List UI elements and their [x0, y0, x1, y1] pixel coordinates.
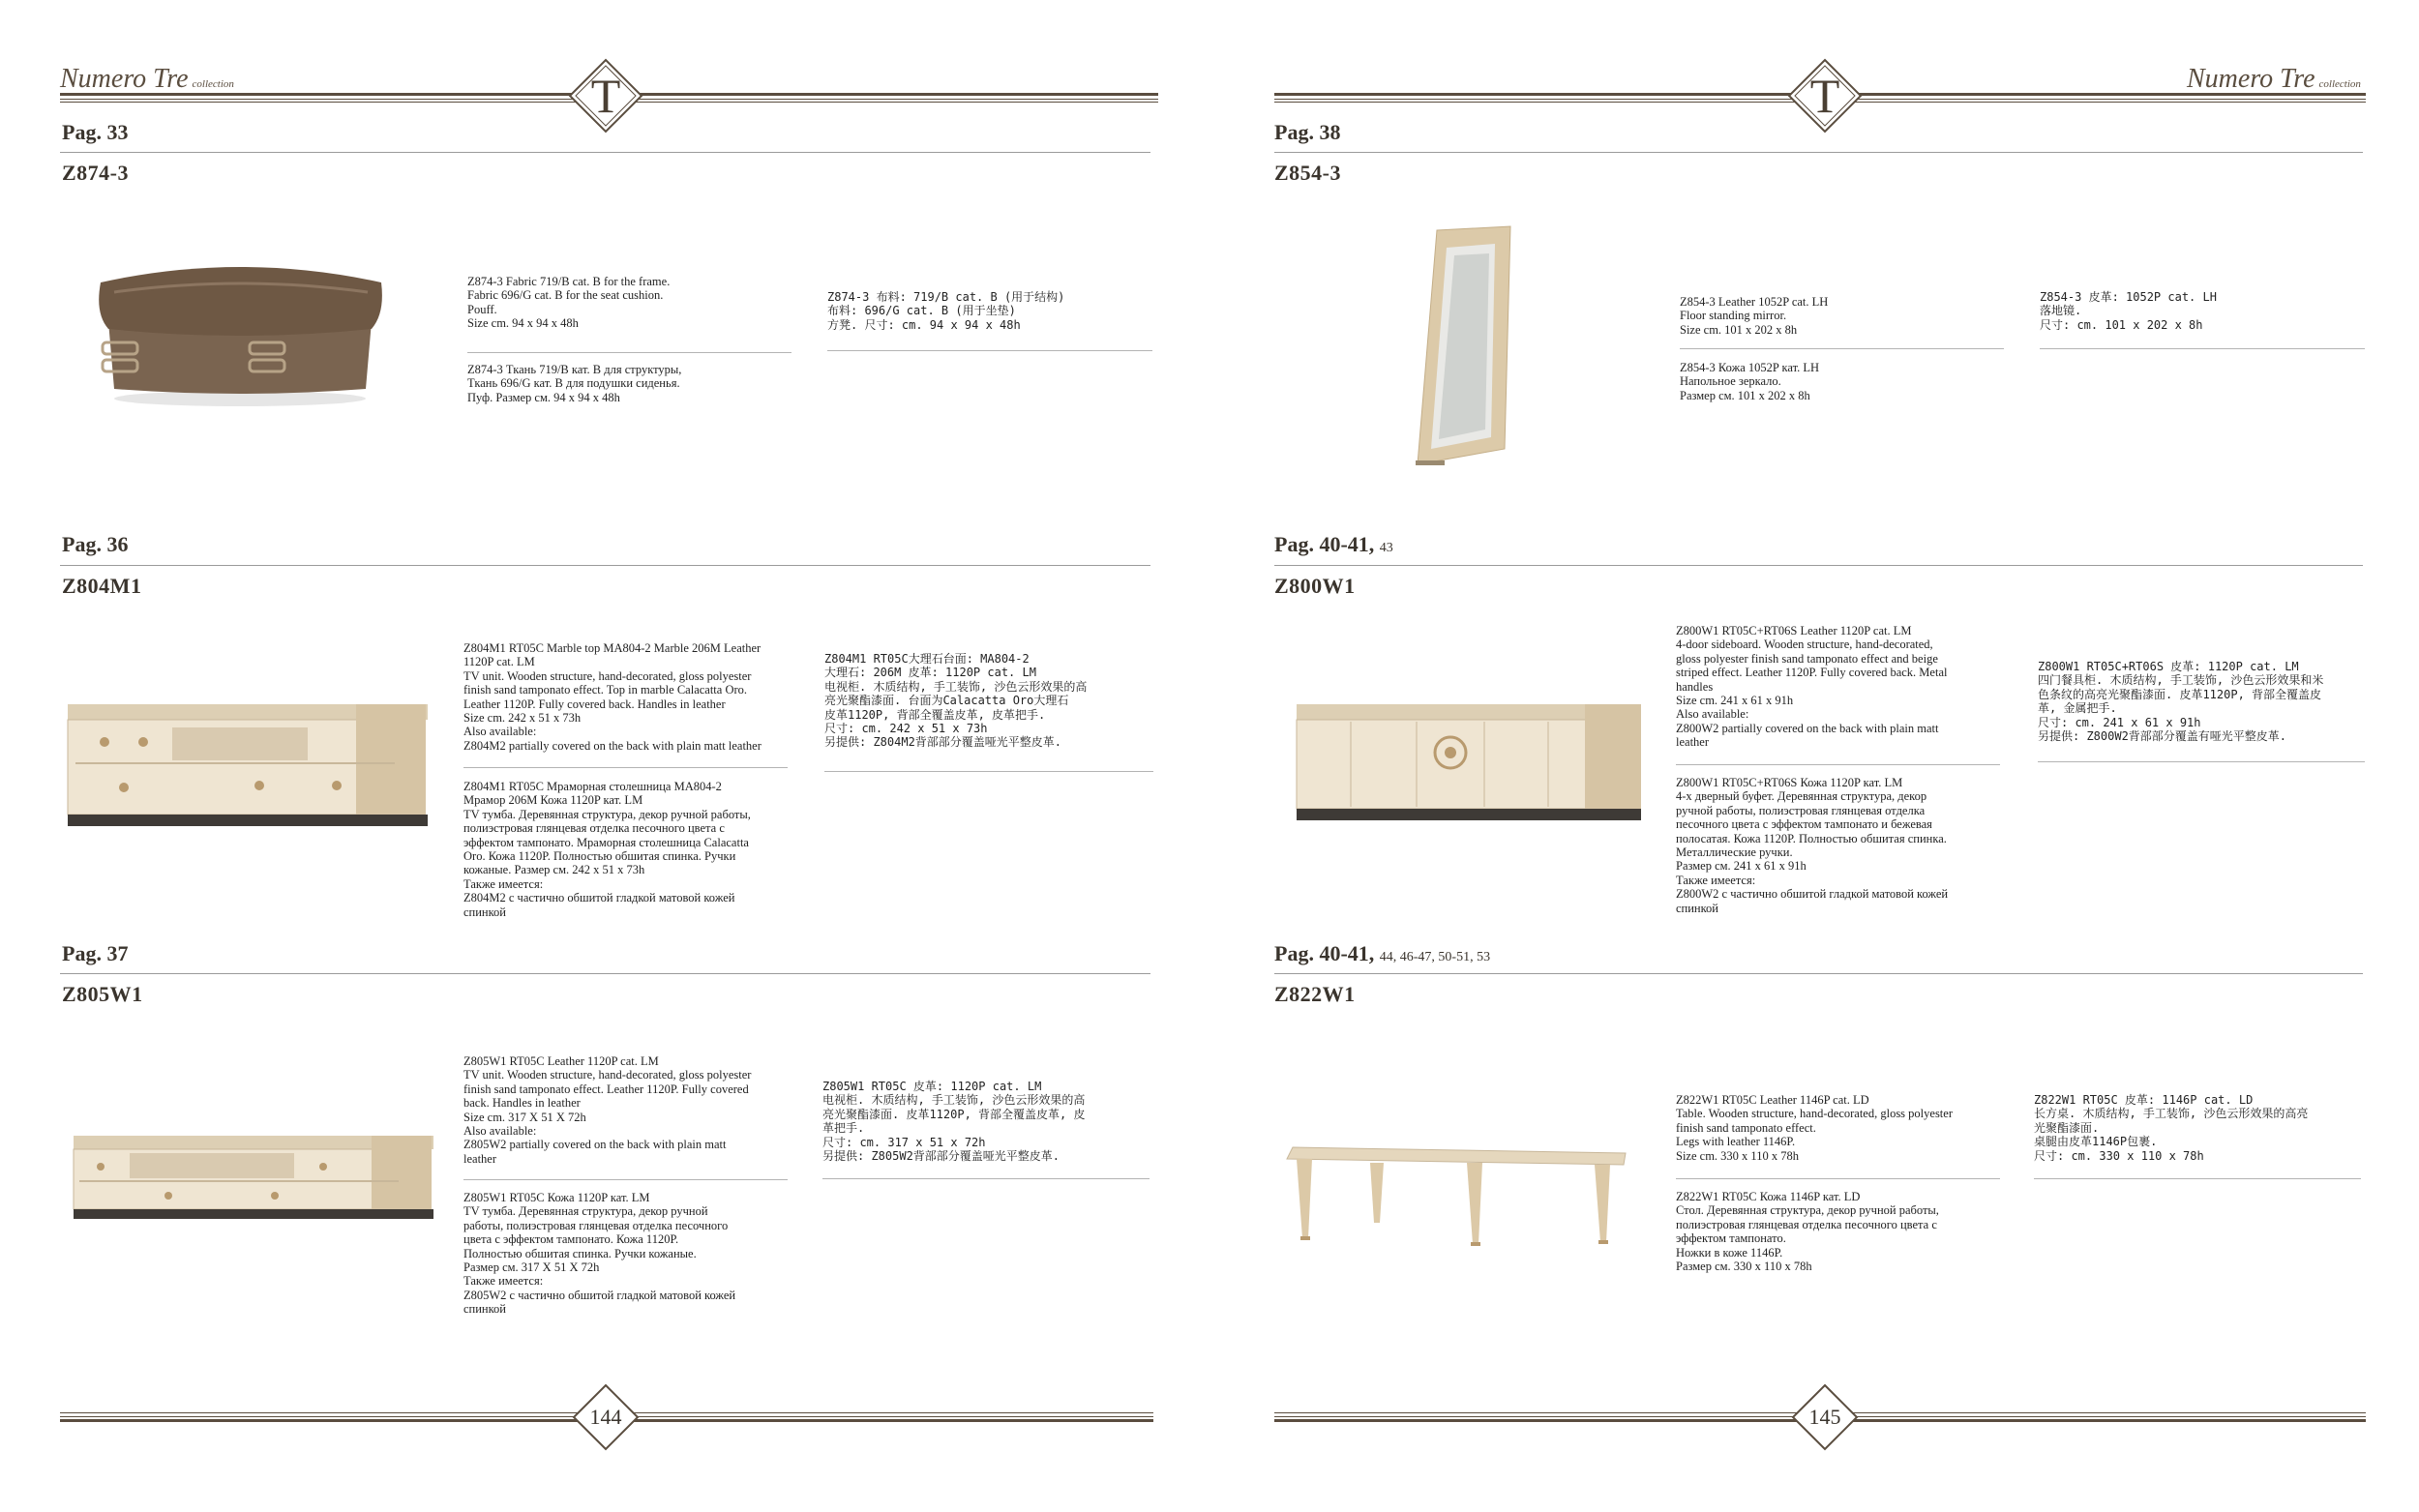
description-ru: Z822W1 RT05C Кожа 1146P кат. LD Стол. Деревянная структура, декор ручной работы, полиэстровая глянцевая отделка песочного цвета с эффектом тампонато. Ножки в коже 1146P. Размер см. 330 x 110 x 78h [1676, 1190, 1939, 1274]
description-zh: Z854-3 皮革: 1052P cat. LH 落地镜. 尺寸: cm. 101 x 202 x 8h [2040, 290, 2217, 332]
brand-logo-left: Numero Tre collection [60, 64, 234, 94]
description-separator [827, 350, 1152, 351]
description-separator [2040, 348, 2365, 349]
description-en: Z822W1 RT05C Leather 1146P cat. LD Table. Wooden structure, hand-decorated, gloss polyester finish sand tamponato effect. Legs with leather 1146P. Size cm. 330 x 110 x 78h [1676, 1093, 1953, 1163]
description-en: Z854-3 Leather 1052P cat. LH Floor standing mirror. Size cm. 101 x 202 x 8h [1680, 295, 1829, 337]
svg-text:T: T [1809, 69, 1840, 123]
section-rule [1274, 152, 2363, 153]
tv-unit-image [66, 698, 433, 834]
page-ref: Pag. 40-41, 43 [1274, 532, 1393, 556]
page-ref: Pag. 40-41, 44, 46-47, 50-51, 53 [1274, 941, 1491, 965]
table-image [1283, 1140, 1635, 1256]
description-ru: Z874-3 Ткань 719/В кат. В для структуры, Ткань 696/G кат. В для подушки сиденья. Пуф. Размер см. 94 x 94 x 48h [467, 363, 682, 404]
description-zh: Z804M1 RT05C大理石台面: MA804-2 大理石: 206M 皮革: 1120P cat. LM 电视柜. 木质结构, 手工装饰, 沙色云形效果的高 亮光聚酯漆面. 台面为Calacatta Oro大理石 皮革1120P, 背部全覆盖皮革, 皮革把手. 尺寸: cm. 242 x 51 x 73h 另提供: Z804M2背部部分覆盖哑光平整皮革. [824, 652, 1088, 750]
description-ru: Z854-3 Кожа 1052P кат. LH Напольное зеркало. Размер см. 101 x 202 x 8h [1680, 361, 1820, 402]
page-number: 144 [572, 1383, 640, 1451]
description-en: Z805W1 RT05C Leather 1120P cat. LM TV unit. Wooden structure, hand-decorated, gloss polyester finish sand tamponato effect. Leather 1120P. Fully covered back. Handles in leather Size cm. 317 X 51 X 72h Also available: Z805W2 partially covered on the back with plain matt leather [463, 1054, 752, 1166]
brand-logo-right: Numero Tre collection [2187, 64, 2361, 94]
product-code: Z804M1 [62, 574, 142, 598]
product-code: Z822W1 [1274, 982, 1356, 1006]
pouf-image [95, 253, 387, 408]
product-code: Z854-3 [1274, 161, 1341, 185]
description-separator [1676, 764, 2000, 765]
description-ru: Z800W1 RT05C+RT06S Кожа 1120P кат. LM 4-х дверный буфет. Деревянная структура, декор ручной работы, полиэстровая глянцевая отделка песочного цвета с эффектом тампонато и бежевая полосатая. Кожа 1120P. Полностью обшитая спинка. Металлические ручки. Размер см. 241 x 61 x 91h Также имеется: Z800W2 с частично обшитой гладкой матовой кожей спинкой [1676, 776, 1949, 915]
product-code: Z800W1 [1274, 574, 1356, 598]
tv-unit-image [72, 1130, 435, 1227]
description-separator [463, 767, 788, 768]
description-separator [463, 1179, 788, 1180]
description-separator [2034, 1178, 2361, 1179]
page-number: 145 [1791, 1383, 1859, 1451]
description-zh: Z822W1 RT05C 皮革: 1146P cat. LD 长方桌. 木质结构, 手工装饰, 沙色云形效果的高亮 光聚酯漆面. 桌腿由皮革1146P包裹. 尺寸: cm. 330 x 110 x 78h [2034, 1093, 2309, 1163]
description-en: Z804M1 RT05C Marble top MA804-2 Marble 206M Leather 1120P cat. LM TV unit. Wooden structure, hand-decorated, gloss polyester finish sand tamponato effect. Top in marble Calacatta Oro. Leather 1120P. Fully covered back. Handles in leather Size cm. 242 x 51 x 73h Also available: Z804M2 partially covered on the back with plain matt leather [463, 641, 762, 753]
description-separator [2038, 761, 2365, 762]
description-ru: Z804M1 RT05C Мраморная столешница MA804-2 Мрамор 206M Кожа 1120P кат. LM TV тумба. Деревянная структура, декор ручной работы, полиэстровая глянцевая отделка песочного цвета с эффектом тампонато. Мраморная столешница Calacatta Oro. Кожа 1120P. Полностью обшитая спинка. Ручки кожаные. Размер см. 242 x 51 x 73h Также имеется: Z804M2 с частично обшитой гладкой матовой кожей спинкой [463, 780, 751, 919]
description-separator [1680, 348, 2004, 349]
t-emblem-icon [1787, 58, 1863, 133]
description-zh: Z874-3 布料: 719/B cat. B (用于结构) 布料: 696/G cat. B (用于坐垫) 方凳. 尺寸: cm. 94 x 94 x 48h [827, 290, 1065, 332]
product-code: Z805W1 [62, 982, 143, 1006]
product-code: Z874-3 [62, 161, 129, 185]
mirror-image [1408, 224, 1516, 468]
section-rule [60, 152, 1150, 153]
catalog-page-right [1210, 0, 2419, 1512]
description-en: Z800W1 RT05C+RT06S Leather 1120P cat. LM 4-door sideboard. Wooden structure, hand-decorated, gloss polyester finish sand tamponato effect and beige striped effect. Leather 1120P. Fully covered back. Metal handles Size cm. 241 x 61 x 91h Also available: Z800W2 partially covered on the back with plain matt leather [1676, 624, 1948, 750]
svg-text:T: T [590, 69, 621, 123]
description-ru: Z805W1 RT05C Кожа 1120P кат. LM TV тумба. Деревянная структура, декор ручной работы, полиэстровая глянцевая отделка песочного цвета с эффектом тампонато. Кожа 1120P. Полностью обшитая спинка. Ручки кожаные. Размер см. 317 X 51 X 72h Также имеется: Z805W2 с частично обшитой гладкой матовой кожей спинкой [463, 1191, 736, 1317]
description-zh: Z805W1 RT05C 皮革: 1120P cat. LM 电视柜. 木质结构, 手工装饰, 沙色云形效果的高 亮光聚酯漆面. 皮革1120P, 背部全覆盖皮革, 皮 革把手. 尺寸: cm. 317 x 51 x 72h 另提供: Z805W2背部部分覆盖哑光平整皮革. [822, 1080, 1086, 1164]
page-ref: Pag. 38 [1274, 120, 1341, 144]
description-zh: Z800W1 RT05C+RT06S 皮革: 1120P cat. LM 四门餐具柜. 木质结构, 手工装饰, 沙色云形效果和米 色条纹的高亮光聚酯漆面. 皮革1120P, 背部全覆盖皮 革, 金属把手. 尺寸: cm. 241 x 61 x 91h 另提供: Z800W2背部部分覆盖有哑光平整皮革. [2038, 660, 2324, 744]
t-emblem-icon [568, 58, 643, 133]
description-en: Z874-3 Fabric 719/B cat. B for the frame. Fabric 696/G cat. B for the seat cushion. Pouff. Size cm. 94 x 94 x 48h [467, 275, 671, 331]
description-separator [467, 352, 791, 353]
section-rule [1274, 973, 2363, 974]
page-ref: Pag. 33 [62, 120, 129, 144]
section-rule [1274, 565, 2363, 566]
sideboard-image [1295, 698, 1643, 830]
page-ref: Pag. 37 [62, 941, 129, 965]
page-ref: Pag. 36 [62, 532, 129, 556]
section-rule [60, 565, 1150, 566]
description-separator [822, 1178, 1150, 1179]
description-separator [1676, 1178, 2000, 1179]
description-separator [824, 771, 1153, 772]
section-rule [60, 973, 1150, 974]
